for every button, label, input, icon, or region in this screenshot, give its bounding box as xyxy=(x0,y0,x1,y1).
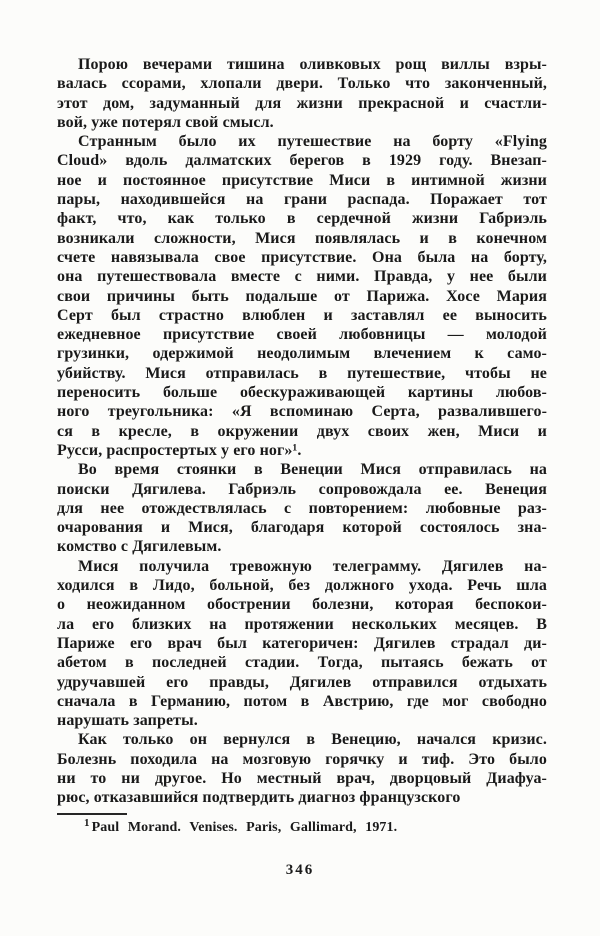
text-line: Странным было их путешествие на борту «Flying xyxy=(78,133,547,151)
text-line: о неожиданном обострении болезни, которая беспокои- xyxy=(57,596,547,614)
text-line: Во время стоянки в Венеции Мися отправилась на xyxy=(78,461,547,479)
paragraph-5 xyxy=(57,730,547,807)
text-line: Как только он вернулся в Венецию, начался кризис. xyxy=(78,731,547,749)
text-line: свои причины быть подальше от Парижа. Хосе Мария xyxy=(57,287,547,305)
text-line: Серт был страстно влюблен и заставлял ее выносить xyxy=(57,306,547,324)
text-line: абетом в последней стадии. Тогда, пытаясь бежать от xyxy=(57,654,547,672)
text-line: Порою вечерами тишина оливковых рощ виллы взры- xyxy=(78,56,547,73)
text-line: вой, уже потерял свой смысл. xyxy=(57,113,274,131)
text-line: комство с Дягилевым. xyxy=(57,538,222,556)
text-line: возникали сложности, Мися появлялась и в конечном xyxy=(57,229,547,247)
text-line: нарушать запреты. xyxy=(57,712,198,730)
text-line: счете навязывала свое присутствие. Она была на борту, xyxy=(57,248,547,266)
text-line: пары, находившейся на грани распада. Поражает тот xyxy=(57,191,547,209)
text-line: убийству. Мися отправилась в путешествие, чтобы не xyxy=(57,364,547,382)
text-line: ного треугольника: «Я вспоминаю Серта, развалившего- xyxy=(57,403,547,421)
text-line: очарования и Мися, благодаря которой состоялось зна- xyxy=(57,519,547,537)
page-text-block xyxy=(57,55,547,837)
text-line: Cloud» вдоль далматских берегов в 1929 году. Внезап- xyxy=(57,152,547,170)
text-line: грузинки, одержимой неодолимым влечением к само- xyxy=(57,345,547,363)
text-line: Русси, распростертых у его ног»¹. xyxy=(57,441,302,459)
text-line: этот дом, задуманный для жизни прекрасной и счастли- xyxy=(57,94,547,112)
text-line: она путешествовала вместе с ними. Правда, у нее были xyxy=(57,268,547,286)
text-line: Мися получила тревожную телеграмму. Дягилев на- xyxy=(78,557,547,575)
text-line: поиски Дягилева. Габриэль сопровождала ее. Венеция xyxy=(57,480,547,498)
text-line: ежедневное присутствие своей любовницы — молодой xyxy=(57,326,547,344)
paragraph-3 xyxy=(57,460,547,556)
paragraph-4 xyxy=(57,557,547,731)
text-line: сначала в Германию, потом в Австрию, где мог свободно xyxy=(57,692,547,710)
footnote-marker: 1 xyxy=(84,816,90,829)
text-line: для нее отождествлялась с повторением: любовные раз- xyxy=(57,499,547,517)
paragraph-2 xyxy=(57,132,547,460)
text-line: ся в кресле, в окружении двух своих жен, Миси и xyxy=(57,422,547,440)
text-line: факт, что, как только в сердечной жизни Габриэль xyxy=(57,210,547,228)
text-line: ла его близких на протяжении нескольких месяцев. В xyxy=(57,615,547,633)
text-line: ное и постоянное присутствие Миси в интимной жизни xyxy=(57,171,547,189)
text-line: ни то ни другое. Но местный врач, дворцовый Диафуа- xyxy=(57,769,547,787)
text-line: ходился в Лидо, больной, без должного ухода. Речь шла xyxy=(57,577,547,595)
footnote-text: Paul Morand. Venises. Paris, Gallimard, 1971. xyxy=(91,819,398,835)
text-line: рюс, отказавшийся подтвердить диагноз французского xyxy=(57,789,461,807)
text-line: Париже его врач был категоричен: Дягилев страдал ди- xyxy=(57,634,547,652)
text-line: переносить больше обескураживающей картины любов- xyxy=(57,384,547,402)
footnote xyxy=(57,816,547,837)
text-line: удручавшей его правды, Дягилев отправился отдыхать xyxy=(57,673,547,691)
page-number: 346 xyxy=(285,862,315,878)
footnote-divider xyxy=(57,813,127,815)
text-line: валась ссорами, хлопали двери. Только что законченный, xyxy=(57,75,547,93)
paragraph-1 xyxy=(57,55,547,132)
text-line: Болезнь походила на мозговую горячку и тиф. Это было xyxy=(57,750,547,768)
